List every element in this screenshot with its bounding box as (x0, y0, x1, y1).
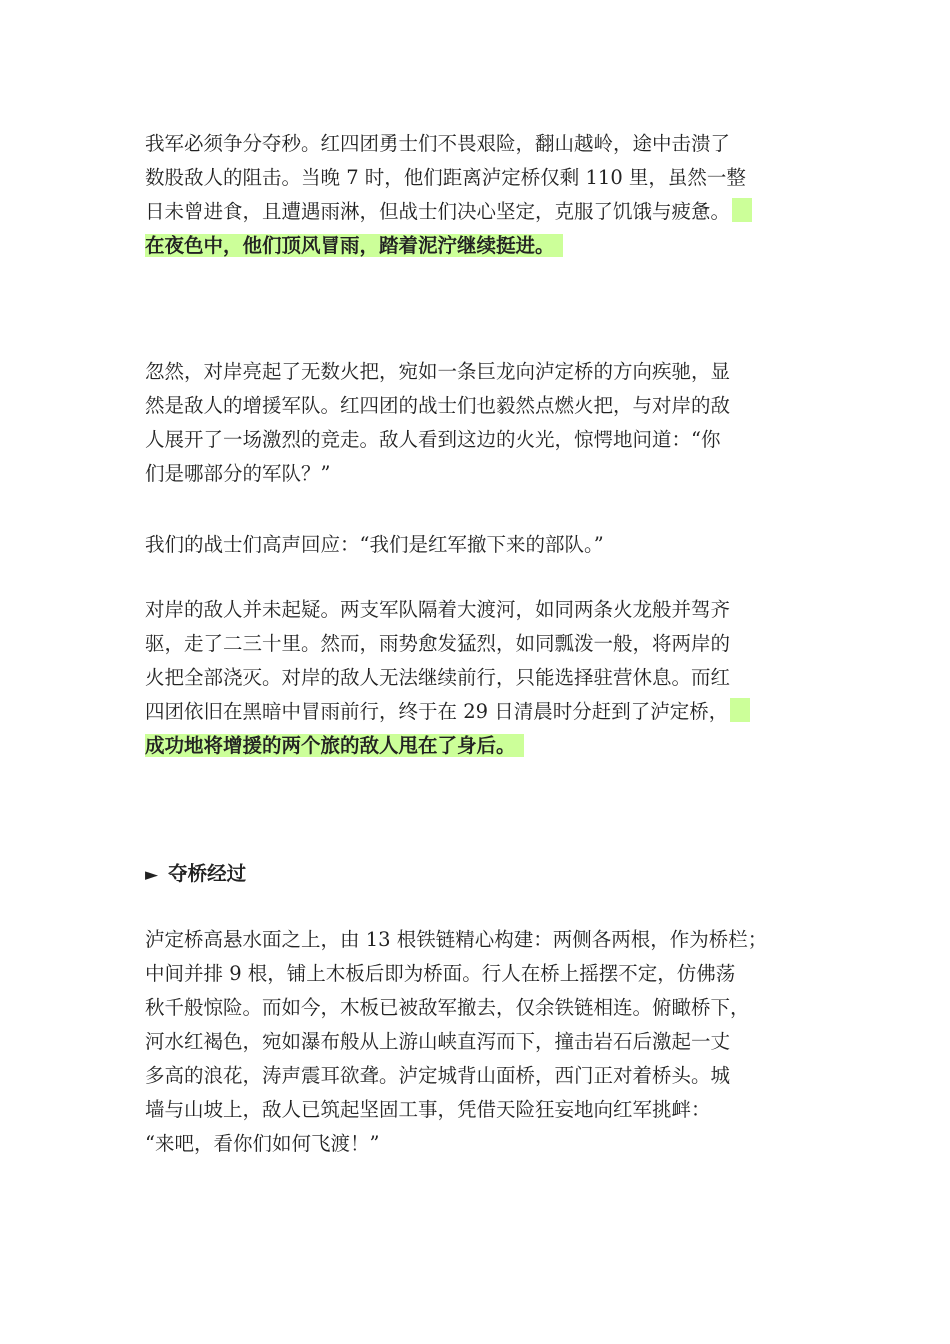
paragraph-reply (145, 528, 813, 562)
text-line: 墙与山坡上，敌人已筑起坚固工事，凭借天险狂妄地向红军挑衅： (145, 1098, 711, 1121)
text-line: 多高的浪花，涛声震耳欲聋。泸定城背山面桥，西门正对着桥头。城 (145, 1064, 731, 1087)
text-line: 火把全部浇灭。对岸的敌人无法继续前行，只能选择驻营休息。而红 (145, 666, 731, 689)
text-line: 泸定桥高悬水面之上，由 13 根铁链精心构建：两侧各两根，作为桥栏； (145, 928, 768, 951)
paragraph-race (145, 593, 813, 763)
text-line: 忽然，对岸亮起了无数火把，宛如一条巨龙向泸定桥的方向疾驰，显 (145, 360, 731, 383)
highlighted-sentence: 在夜色中，他们顶风冒雨，踏着泥泞继续挺进。 (145, 234, 563, 257)
text-line: 驱，走了二三十里。然而，雨势愈发猛烈，如同瓢泼一般，将两岸的 (145, 632, 731, 655)
text-line: 秋千般惊险。而如今，木板已被敌军撤去，仅余铁链相连。俯瞰桥下， (145, 996, 750, 1019)
text-line: 们是哪部分的军队？” (145, 462, 331, 485)
paragraph-torches (145, 355, 813, 491)
text-line (145, 229, 813, 263)
text-line (145, 695, 813, 729)
text-line-content: 四团依旧在黑暗中冒雨前行，终于在 29 日清晨时分赶到了泸定桥， (145, 700, 729, 723)
text-line-content: 日未曾进食，且遭遇雨淋，但战士们决心坚定，克服了饥饿与疲惫。 (145, 200, 731, 223)
text-line: 河水红褐色，宛如瀑布般从上游山峡直泻而下，撞击岩石后激起一丈 (145, 1030, 731, 1053)
section-heading-text: 夺桥经过 (168, 862, 247, 885)
text-line: 我军必须争分夺秒。红四团勇士们不畏艰险，翻山越岭，途中击溃了 (145, 132, 731, 155)
text-line: 然是敌人的增援军队。红四团的战士们也毅然点燃火把，与对岸的敌 (145, 394, 731, 417)
text-line (145, 195, 813, 229)
text-line: “来吧，看你们如何飞渡！” (145, 1132, 380, 1155)
text-line: 人展开了一场激烈的竞走。敌人看到这边的火光，惊愕地问道：“你 (145, 428, 721, 451)
text-line: 中间并排 9 根，铺上木板后即为桥面。行人在桥上摇摆不定，仿佛荡 (145, 962, 736, 985)
highlight-marker (732, 198, 752, 222)
paragraph-march (145, 127, 813, 263)
highlight-marker (730, 698, 750, 722)
text-line: 对岸的敌人并未起疑。两支军队隔着大渡河，如同两条火龙般并驾齐 (145, 598, 731, 621)
text-line: 我们的战士们高声回应：“我们是红军撤下来的部队。” (145, 533, 604, 556)
section-heading (145, 859, 246, 890)
paragraph-bridge (145, 923, 813, 1161)
text-line (145, 729, 813, 763)
highlighted-sentence: 成功地将增援的两个旅的敌人甩在了身后。 (145, 734, 524, 757)
text-line: 数股敌人的阻击。当晚 7 时，他们距离泸定桥仅剩 110 里，虽然一整 (145, 166, 746, 189)
triangle-bullet-icon: ► (145, 865, 159, 885)
